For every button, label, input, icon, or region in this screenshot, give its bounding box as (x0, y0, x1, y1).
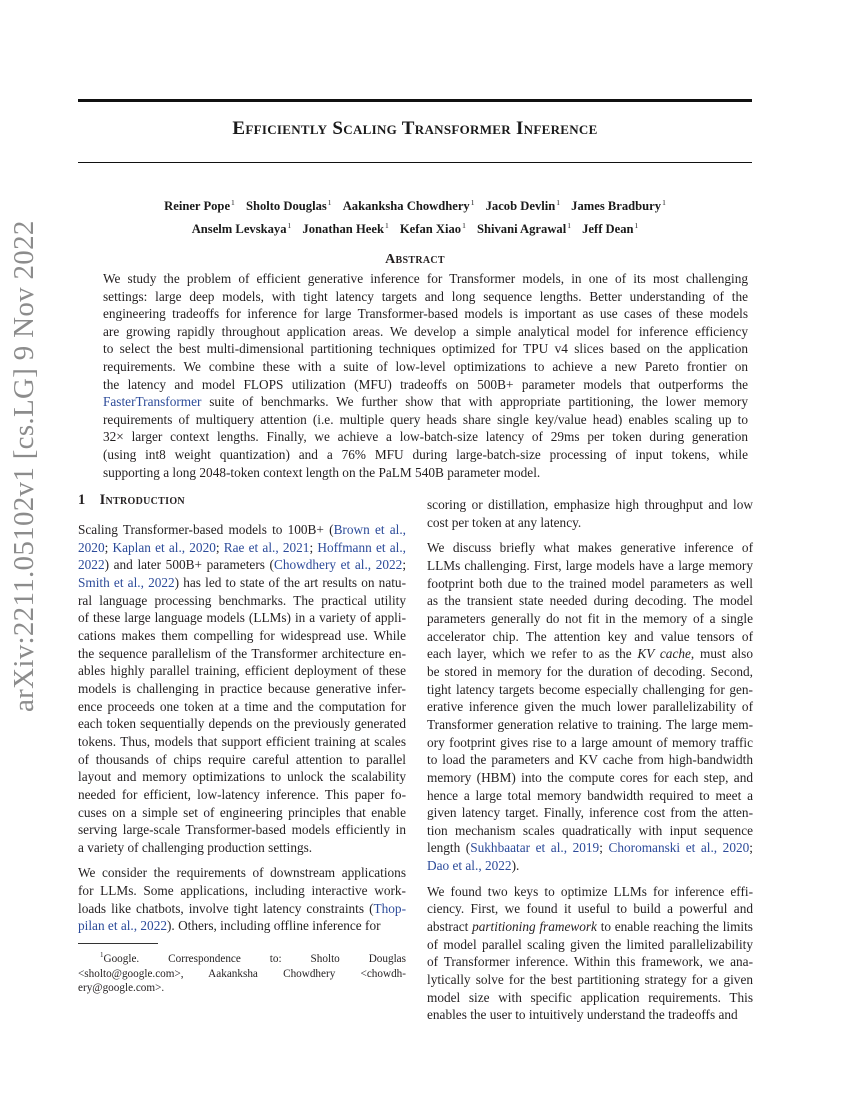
text-run: as the transient state needed during decoding. The model (427, 593, 753, 609)
citation-link[interactable]: Kaplan et al., 2020 (112, 539, 216, 555)
text-line (78, 592, 406, 610)
text-run: lytically solve for the best partitioning strategy for a given (427, 972, 753, 988)
text-line (427, 681, 753, 699)
text-line (78, 698, 406, 716)
section-title: Introduction (99, 492, 185, 508)
text-run: parameters generally do not fit in the memory of a single (427, 610, 753, 626)
author-name: Aakanksha Chowdhery (342, 199, 470, 213)
text-line (427, 883, 753, 901)
text-line (78, 882, 406, 900)
text-run: Scaling Transformer-based models to 100B+ ( (78, 522, 334, 537)
abstract-line: are growing rapidly throughout application areas. We develop a simple analytical model for inference efficiency (103, 323, 748, 339)
text-run: serving large-scale Transformer-based models efficiently in (78, 822, 406, 838)
text-run: hence a large total memory bandwidth required to meet a (427, 787, 753, 803)
text-run: ; (749, 840, 753, 856)
text-line (78, 839, 406, 857)
text-run: cost per token at any latency. (427, 514, 582, 530)
author-name: Anselm Levskaya (191, 222, 287, 236)
author (400, 222, 466, 236)
text-run: a variety of challenging production settings. (78, 839, 313, 855)
affiliation-marker: 1 (634, 221, 639, 230)
text-run: ). Others, including offline inference for (167, 918, 381, 934)
paragraph (427, 883, 753, 1024)
affiliation-marker: 1 (567, 221, 571, 230)
text-run: ; (599, 840, 609, 856)
abstract-line: 32× larger context lengths. Finally, we achieve a low-batch-size latency of 29ms per token during generation (103, 429, 748, 445)
left-column (78, 491, 406, 995)
text-line (427, 663, 753, 681)
text-run: ence proceeds one token at a time and the computation for (78, 698, 406, 714)
abstract-line: the latency and model FLOPS utilization (MFU) tradeoffs on 500B+ parameter models that outperforms the (103, 376, 748, 392)
text-run: to enable reaching the limits (596, 919, 753, 935)
text-line (427, 822, 753, 840)
text-run: model size with specific application requirements. This (427, 989, 753, 1005)
text-line (427, 953, 753, 971)
text-line (427, 857, 753, 875)
text-line (427, 698, 753, 716)
text-line (78, 627, 406, 645)
text-run: ) has led to state of the art results on natu- (174, 574, 406, 590)
citation-link[interactable]: Smith et al., 2022 (78, 574, 175, 590)
footnote-marker: 1 (100, 951, 104, 960)
text-run: We consider the requirements of downstream applications (78, 865, 406, 881)
text-run: cuses on a simple set of engineering principles that enable (78, 804, 406, 820)
emphasized-term: KV cache (637, 646, 691, 662)
footnote-line (78, 948, 406, 966)
text-line (78, 821, 406, 839)
text-run: erative inference given the much lower parallelizability of (427, 699, 753, 715)
citation-link[interactable]: 2022 (78, 557, 105, 573)
footnote (78, 948, 406, 995)
text-run: , must also (690, 646, 753, 662)
author-list (78, 193, 752, 239)
author (486, 199, 560, 213)
text-line (78, 609, 406, 627)
text-run: memory (HBM) into the compute cores for each step, and (427, 769, 753, 785)
text-run: cations makes them compelling for widespread use. While (78, 627, 406, 643)
author (246, 199, 332, 213)
author-name: Kefan Xiao (399, 222, 462, 236)
arxiv-side-stamp: arXiv:2211.05102v1 [cs.LG] 9 Nov 2022 (8, 220, 40, 712)
author-name: James Bradbury (571, 199, 662, 213)
text-run: tokens. Thus, models that support efficient training at scales (78, 733, 406, 749)
author (164, 199, 235, 213)
author-name: Shivani Agrawal (476, 222, 567, 236)
text-line (78, 521, 406, 539)
title-bottom-rule (78, 162, 752, 163)
author (477, 222, 571, 236)
footnote-rule (78, 943, 158, 944)
text-line (427, 971, 753, 989)
citation-link[interactable]: Rae et al., 2021 (223, 539, 310, 555)
text-line (427, 918, 753, 936)
title-top-rule (78, 99, 752, 102)
affiliation-marker: 1 (462, 221, 466, 230)
abstract-line: (using int8 weight quantization) and a 76% MFU during large-batch-size processing of input tokens, while (103, 446, 748, 462)
citation-link[interactable]: 2020 (78, 539, 105, 555)
paragraph (427, 539, 753, 874)
text-line (78, 768, 406, 786)
footnote-text: Google. Correspondence to: Sholto Douglas (103, 953, 406, 966)
text-run: abstract (427, 919, 473, 935)
author (302, 222, 388, 236)
abstract-line: We study the problem of efficient generative inference for Transformer models, in one of its most challenging (103, 271, 748, 286)
abstract-line: settings: large deep models, with tight latency targets and long sequence lengths. Better understanding of the (103, 288, 748, 304)
text-line (78, 786, 406, 804)
text-run: We found two keys to optimize LLMs for inference effi- (427, 883, 753, 899)
text-line (427, 804, 753, 822)
text-run: each layer, which we refer to as the (427, 646, 638, 662)
emphasized-term: partitioning framework (472, 919, 597, 935)
text-line (427, 787, 753, 805)
text-run: the sequence parallelism of the Transformer architecture en- (78, 645, 406, 661)
author (192, 222, 292, 236)
text-run: ables highly parallel training, efficient deployment of these (78, 663, 406, 679)
text-line (427, 514, 753, 532)
text-run: scoring or distillation, emphasize high throughput and low (427, 497, 753, 512)
text-run: of Transformer inference. Within this framework, we ana- (427, 954, 753, 970)
text-run: ; (215, 539, 224, 555)
abstract-body (103, 270, 748, 481)
affiliation-marker: 1 (327, 198, 332, 207)
text-line (78, 574, 406, 592)
text-line (427, 592, 753, 610)
text-line (78, 733, 406, 751)
text-line (427, 628, 753, 646)
citation-link[interactable]: Chowdhery et al., 2022 (273, 557, 403, 573)
abstract-line: requirements of multiquery attention (i.e. multiple query heads share single key/value head) enables scaling up to (103, 411, 748, 427)
text-line (427, 751, 753, 769)
text-run: length ( (427, 840, 471, 856)
text-run: ; (402, 557, 407, 573)
text-run: tight latency targets become especially challenging for gen- (427, 681, 753, 697)
text-run: of these large language models (LLMs) in a variety of appli- (78, 610, 406, 626)
text-line (78, 645, 406, 663)
text-line (427, 989, 753, 1007)
text-line (427, 1006, 753, 1024)
text-line (78, 751, 406, 769)
affiliation-marker: 1 (662, 198, 666, 207)
text-line (78, 715, 406, 733)
abstract-line: requirements. We combine these with a suite of low-level optimizations to achieve a new Pareto frontier on (103, 358, 748, 374)
text-run: ciency. First, we found it useful to build a powerful and (427, 901, 753, 917)
paragraph (78, 521, 406, 856)
text-run: ) and later 500B+ parameters ( (104, 557, 274, 573)
right-column (427, 496, 753, 1032)
section-number: 1 (78, 492, 86, 508)
author (582, 222, 638, 236)
abstract-text: suite of benchmarks. We further show that with appropriate partitioning, the lower memory (201, 394, 748, 410)
text-line (427, 645, 753, 663)
text-line (427, 557, 753, 575)
affiliation-marker: 1 (384, 221, 389, 230)
author (343, 199, 475, 213)
text-line (427, 769, 753, 787)
author-name: Reiner Pope (164, 199, 231, 213)
text-line (78, 556, 406, 574)
text-run: ral language processing benchmarks. The practical utility (78, 592, 406, 608)
text-run: ; (309, 539, 318, 555)
text-run: Transformer generation relative to training. The large mem- (427, 716, 753, 732)
text-run: of thousands of chips require careful attention to parallel (78, 751, 406, 767)
abstract-line (103, 393, 748, 411)
author-name: Sholto Douglas (245, 199, 327, 213)
abstract-line: supporting a long 2048-token context length on the PaLM 540B parameter model. (103, 464, 541, 480)
text-line (78, 539, 406, 557)
text-run: ; (104, 539, 113, 555)
text-run: accelerator chip. The attention key and value tensors of (427, 628, 753, 644)
footnote-line: <sholto@google.com>, Aakanksha Chowdhery <chowdh- (78, 967, 406, 980)
author-name: Jacob Devlin (485, 199, 556, 213)
text-run: tion mechanism scales quadratically with input sequence (427, 822, 753, 838)
author-row-1 (78, 193, 752, 216)
text-line (427, 900, 753, 918)
text-line (427, 839, 753, 857)
citation-link[interactable]: Thop- (373, 900, 406, 916)
text-run: LLMs challenging. First, large models have a large memory (427, 557, 753, 573)
author-name: Jonathan Heek (302, 222, 384, 236)
text-run: loads like chatbots, involve tight latency constraints ( (78, 900, 374, 916)
text-run: needed for efficient, low-latency inference. This paper fo- (78, 786, 406, 802)
text-line (427, 496, 753, 514)
affiliation-marker: 1 (231, 198, 235, 207)
citation-link[interactable]: Dao et al., 2022 (427, 858, 512, 874)
text-run: to load the parameters and KV cache from high-bandwidth (427, 752, 753, 768)
text-run: each token sequentially depends on the previously generated (78, 716, 406, 732)
text-run: footprint both due to the trained model parameters as well (427, 575, 753, 591)
footnote-line: ery@google.com>. (78, 981, 165, 994)
paper-title: Efficiently Scaling Transformer Inference (232, 118, 598, 139)
text-run: of model parallel scaling given the limited parallelizability (427, 936, 753, 952)
text-run: be stored in memory for the duration of decoding. Second, (427, 663, 753, 679)
text-line (78, 680, 406, 698)
text-run: layout and memory optimizations to unlock the scalability (78, 769, 406, 785)
text-line (427, 734, 753, 752)
citation-link[interactable]: pilan et al., 2022 (78, 918, 167, 934)
text-run: enables the user to intuitively understand the tradeoffs and (427, 1007, 738, 1023)
affiliation-marker: 1 (556, 198, 560, 207)
text-run: ory footprint gives rise to a large amount of memory traffic (427, 734, 753, 750)
author (571, 199, 666, 213)
abstract-line: engineering tradeoffs for inference for large Transformer-based models is important as use cases of these models (103, 306, 748, 322)
text-line (78, 917, 406, 935)
author-row-2 (78, 216, 752, 239)
citation-link[interactable]: Brown et al., (333, 522, 406, 537)
citation-link[interactable]: Hoffmann et al., (317, 539, 406, 555)
text-line (78, 662, 406, 680)
abstract-line: to select the best multi-dimensional partitioning techniques optimized for TPU v4 slices based on the application (103, 341, 748, 357)
fastertransformer-link[interactable]: FasterTransformer (103, 394, 202, 410)
text-run: ). (511, 858, 520, 874)
text-line (78, 864, 406, 882)
citation-link[interactable]: Sukhbaatar et al., 2019 (470, 840, 600, 856)
paragraph (427, 496, 753, 531)
text-run: given latency target. Finally, inference cost from the atten- (427, 805, 753, 821)
paragraph (78, 864, 406, 935)
affiliation-marker: 1 (470, 198, 475, 207)
text-line (78, 900, 406, 918)
text-run: We discuss briefly what makes generative inference of (427, 540, 753, 556)
author-name: Jeff Dean (582, 222, 634, 236)
text-line (427, 716, 753, 734)
text-line (427, 539, 753, 557)
abstract-heading: Abstract (385, 252, 445, 267)
affiliation-marker: 1 (287, 221, 292, 230)
text-line (427, 575, 753, 593)
text-run: for LLMs. Some applications, including interactive work- (78, 883, 406, 899)
citation-link[interactable]: Choromanski et al., 2020 (608, 840, 750, 856)
text-run: models is challenging in practice because generative infer- (78, 680, 406, 696)
section-heading (78, 491, 406, 509)
text-line (78, 804, 406, 822)
text-line (427, 936, 753, 954)
text-line (427, 610, 753, 628)
